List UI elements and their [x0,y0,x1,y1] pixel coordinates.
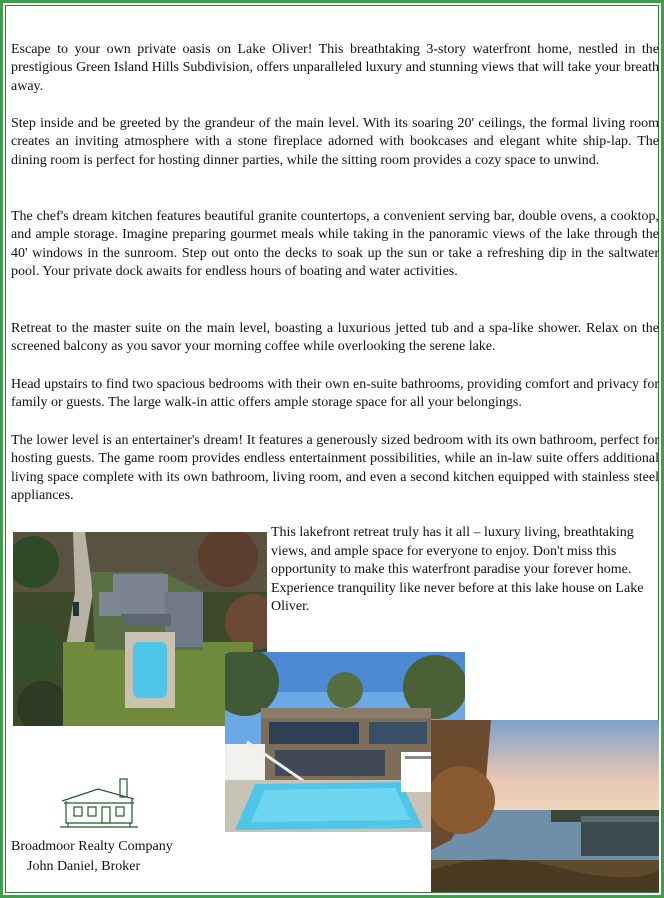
closing-paragraph: This lakefront retreat truly has it all – luxury living, breathtaking views, and ample space for everyone to enjoy. Don't miss this opportunity to make this waterfront paradise your forever home. Experience tranquility like never before at this lake house on Lake Oliver. [271,525,644,615]
lake-sunset-photo [431,720,659,892]
company-name: Broadmoor Realty Company [11,839,173,854]
broker-name: John Daniel, Broker [27,859,141,874]
pool-house-photo [225,652,465,832]
main-level-paragraph: Step inside and be greeted by the grandeur of the main level. With its soaring 20' ceilings, the formal living room creates an inviting atmosphere with a stone fireplace adorned with bookcases and elegant white ship-lap. The dining room is perfect for hosting dinner parties, while the sitting room provides a cozy space to unwind. [11,116,659,168]
house-sketch-logo [58,775,140,831]
lower-level-paragraph: The lower level is an entertainer's dream! It features a generously sized bedroom with its own bathroom, perfect for hosting guests. The game room provides endless entertainment possibilities, while an in-law suite offers additional living space complete with its own bathroom, living room, and even a second kitchen equipped with stainless steel appliances. [11,433,659,504]
upstairs-paragraph: Head upstairs to find two spacious bedrooms with their own en-suite bathrooms, providing comfort and privacy for family or guests. The large walk-in attic offers ample storage space for all your belongings. [11,377,659,411]
master-suite-paragraph: Retreat to the master suite on the main level, boasting a luxurious jetted tub and a spa-like shower. Relax on the screened balcony as you savor your morning coffee while overlooking the serene lake. [11,321,659,355]
intro-paragraph: Escape to your own private oasis on Lake Oliver! This breathtaking 3-story waterfront home, nestled in the prestigious Green Island Hills Subdivision, offers unparalleled luxury and stunning views that will take your breath away. [11,42,659,94]
kitchen-paragraph: The chef's dream kitchen features beautiful granite countertops, a convenient serving bar, double ovens, a cooktop, and ample storage. Imagine preparing gourmet meals while taking in the panoramic views of the lake through the 40' windows in the sunroom. Step out onto the decks to soak up the sun or take a refreshing dip in the saltwater pool. Your private dock awaits for endless hours of boating and water activities. [11,209,659,280]
